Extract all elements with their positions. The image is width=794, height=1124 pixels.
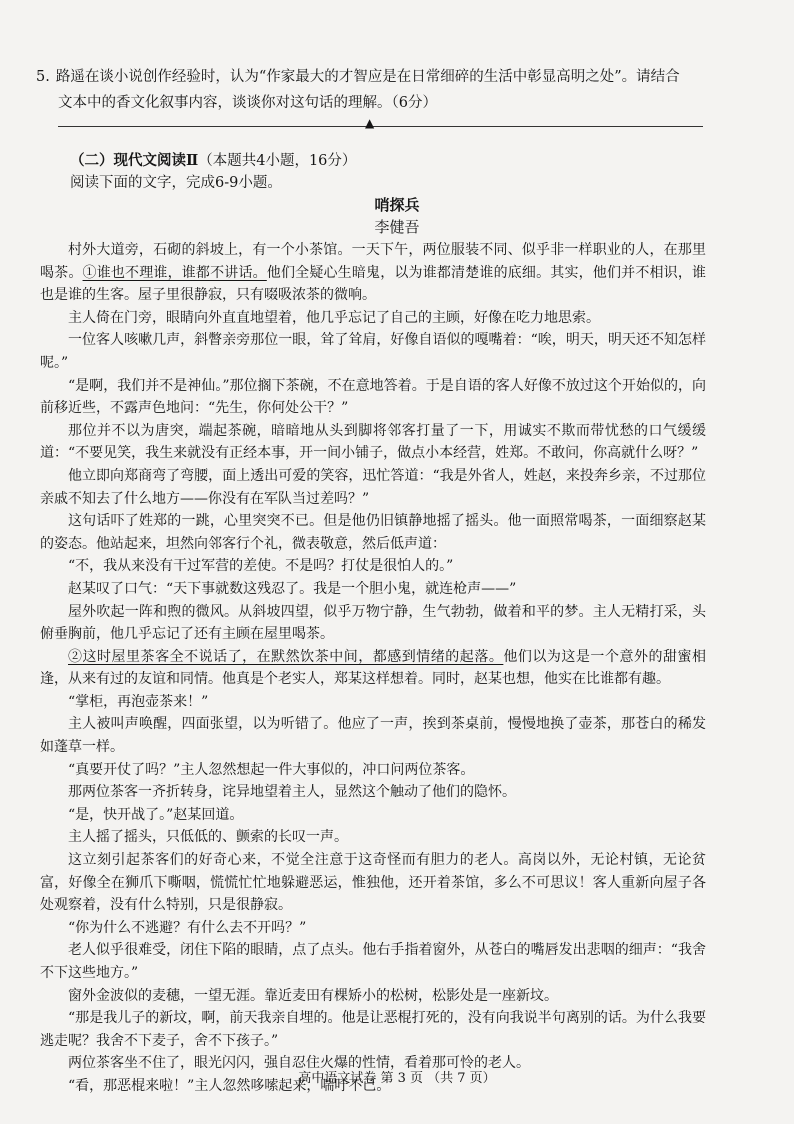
story-paragraph [40, 465, 706, 510]
story-paragraph [40, 555, 706, 578]
paragraph-text: “是，快开战了。”赵某回道。 [68, 806, 244, 823]
story-author: 李健吾 [374, 218, 420, 236]
reading-instruction: 阅读下面的文字，完成6-9小题。 [70, 175, 282, 191]
paragraph-text: “不，我从来没有干过军营的差使。不是吗？打仗是很怕人的。” [68, 558, 454, 575]
paragraph-text: 老人似乎很难受，闭住下陷的眼睛，点了点头。他右手指着窗外，从苍白的嘴唇发出悲咽的细声：“我舍不下这些地方。” [40, 942, 706, 981]
story-paragraph [40, 804, 706, 827]
paragraph-text: 他立即向郑商弯了弯腰，面上透出可爱的笑容，迅忙答道：“我是外省人，姓赵，来投奔乡亲，不过那位亲戚不知去了什么地方——你没有在军队当过差吗？” [40, 467, 706, 507]
paragraph-text: 两位茶客坐不住了，眼光闪闪，强自忍住火爆的性情，看着那可怜的老人。 [68, 1055, 530, 1072]
story-paragraph [40, 329, 706, 374]
question-number: 5. [36, 69, 50, 85]
story-paragraph [40, 691, 706, 714]
paragraph-text: 主人倚在门旁，眼睛向外直直地望着，他几乎忘记了自己的主顾，好像在吃力地思索。 [68, 309, 600, 326]
story-paragraph [40, 307, 706, 330]
paragraph-text: “掌柜，再泡壶茶来！” [68, 693, 209, 710]
story-paragraph [40, 420, 706, 465]
page-footer: 高中语文试卷 第 3 页 （共 7 页） [298, 1071, 496, 1086]
paragraph-text: 他们全疑心生暗鬼，以为谁都清楚谁的底细。其实，他们并不相识，谁也是谁的生客。屋子里很静寂，只有啜吸浓茶的微响。 [40, 264, 707, 304]
paragraph-text: 屋外吹起一阵和煦的微风。从斜坡四望，似乎万物宁静，生气勃勃，做着和平的梦。主人无精打采，头俯垂胸前，他几乎忘记了还有主顾在屋里喝茶。 [40, 603, 706, 643]
paragraph-text: 那两位茶客一齐折转身，诧异地望着主人，显然这个触动了他们的隐怀。 [68, 784, 516, 801]
story-paragraph [40, 826, 706, 849]
paragraph-text: 赵某叹了口气：“天下事就数这残忍了。我是一个胆小鬼，就连枪声——” [68, 580, 517, 597]
paragraph-text: “是啊，我们并不是神仙。”那位搁下茶碗，不在意地答着。于是自语的客人好像不放过这个开始似的，向前移近些，不露声色地问：“先生，你何处公干？” [40, 377, 706, 417]
paragraph-text: 这句话吓了姓郑的一跳，心里突突不已。但是他仍旧镇静地摇了摇头。他一面照常喝茶，一面细察赵某的姿态。他站起来，坦然向邻客行个礼，微表敬意，然后低声道： [40, 513, 706, 552]
paragraph-text: “那是我儿子的新坟，啊，前天我亲自埋的。他是让恶棍打死的，没有向我说半句离别的话。为什么我要逃走呢？我舍不下麦子，舍不下孩子。” [40, 1010, 706, 1049]
story-paragraph [40, 849, 706, 917]
story-paragraph [40, 375, 706, 420]
paragraph-text: 主人摇了摇头，只低低的、颤索的长叹一声。 [68, 829, 348, 846]
story-paragraph [40, 759, 706, 782]
paragraph-text: 那位并不以为唐突，端起茶碗，暗暗地从头到脚将邻客打量了一下，用诚实不欺而带忧愁的口气缓缓道：“不要见笑，我生来就没有正经本事，开一间小铺子，做点小本经营，姓郑。不敢问，你高就什么呀？” [40, 422, 706, 462]
story-title: 哨探兵 [374, 196, 420, 214]
section-note: （本题共4小题，16分） [198, 153, 357, 169]
story-paragraph [40, 1007, 706, 1052]
story-paragraph [40, 601, 706, 646]
paragraph-text: “你为什么不逃避？有什么去不开吗？” [68, 919, 307, 936]
question-5-line-1: 5. 路遥在谈小说创作经验时，认为“作家最大的才智应是在日常细碎的生活中彰显高明之处”。请结合 [36, 69, 680, 85]
divider-triangle-mark: ▲ [365, 116, 375, 130]
section-heading: （二）现代文阅读Ⅱ（本题共4小题，16分） [70, 152, 357, 169]
story-paragraph [40, 578, 706, 601]
underlined-sentence: ①谁也不理谁，谁都不讲话。 [82, 264, 267, 281]
story-paragraph [40, 917, 706, 940]
story-paragraph [40, 239, 706, 307]
story-body [40, 239, 706, 1098]
paragraph-text: “真要开仗了吗？”主人忽然想起一件大事似的，冲口问两位茶客。 [68, 761, 475, 778]
paragraph-text: 村外大道旁，石砌的斜坡上，有一个小茶馆。一天下午，两位服装不同、似乎非一样职业的人，在那里喝茶。 [40, 242, 706, 281]
paragraph-text: 这立刻引起茶客们的好奇心来，不觉全注意于这奇怪而有胆力的老人。高岗以外，无论村镇，无论贫富，好像全在狮爪下嘶咽，慌慌忙忙地躲避恶运，惟独他，还开着茶馆，多么不可思议！客人重新向屋子各处观察着，没有什么特别，只是很静寂。 [40, 852, 706, 914]
paragraph-text: 一位客人咳嗽几声，斜瞥亲旁那位一眼，耸了耸肩，好像自语似的嘎嘴着：“唉，明天，明天还不知怎样呢。” [40, 332, 706, 371]
section-divider [58, 126, 703, 127]
question-5 [36, 64, 736, 116]
story-paragraph [40, 781, 706, 804]
paragraph-text: 主人被叫声唤醒，四面张望，以为听错了。他应了一声，挨到茶桌前，慢慢地换了壶茶，那苍白的稀发如蓬草一样。 [40, 716, 706, 756]
paragraph-text: “看，那恶棍来啦！”主人忽然哆嗦起来，喘吁不已。 [68, 1077, 391, 1094]
story-paragraph [40, 713, 706, 758]
story-paragraph [40, 646, 706, 691]
paragraph-text: 他们以为这是一个意外的甜蜜相逢，从来有过的友谊和同情。他真是个老实人，郑某这样想着。同时，赵某也想，他实在比谁都有趣。 [40, 648, 707, 688]
underlined-sentence: ②这时屋里茶客全不说话了，在默然饮茶中间，都感到情绪的起落。 [68, 648, 504, 665]
story-paragraph [40, 939, 706, 984]
question-5-line-2: 文本中的香文化叙事内容，谈谈你对这句话的理解。（6分） [58, 95, 437, 111]
story-paragraph [40, 985, 706, 1008]
paragraph-text: 窗外金波似的麦穗，一望无涯。靠近麦田有棵矫小的松树，松影处是一座新坟。 [68, 987, 558, 1004]
story-paragraph [40, 510, 706, 555]
